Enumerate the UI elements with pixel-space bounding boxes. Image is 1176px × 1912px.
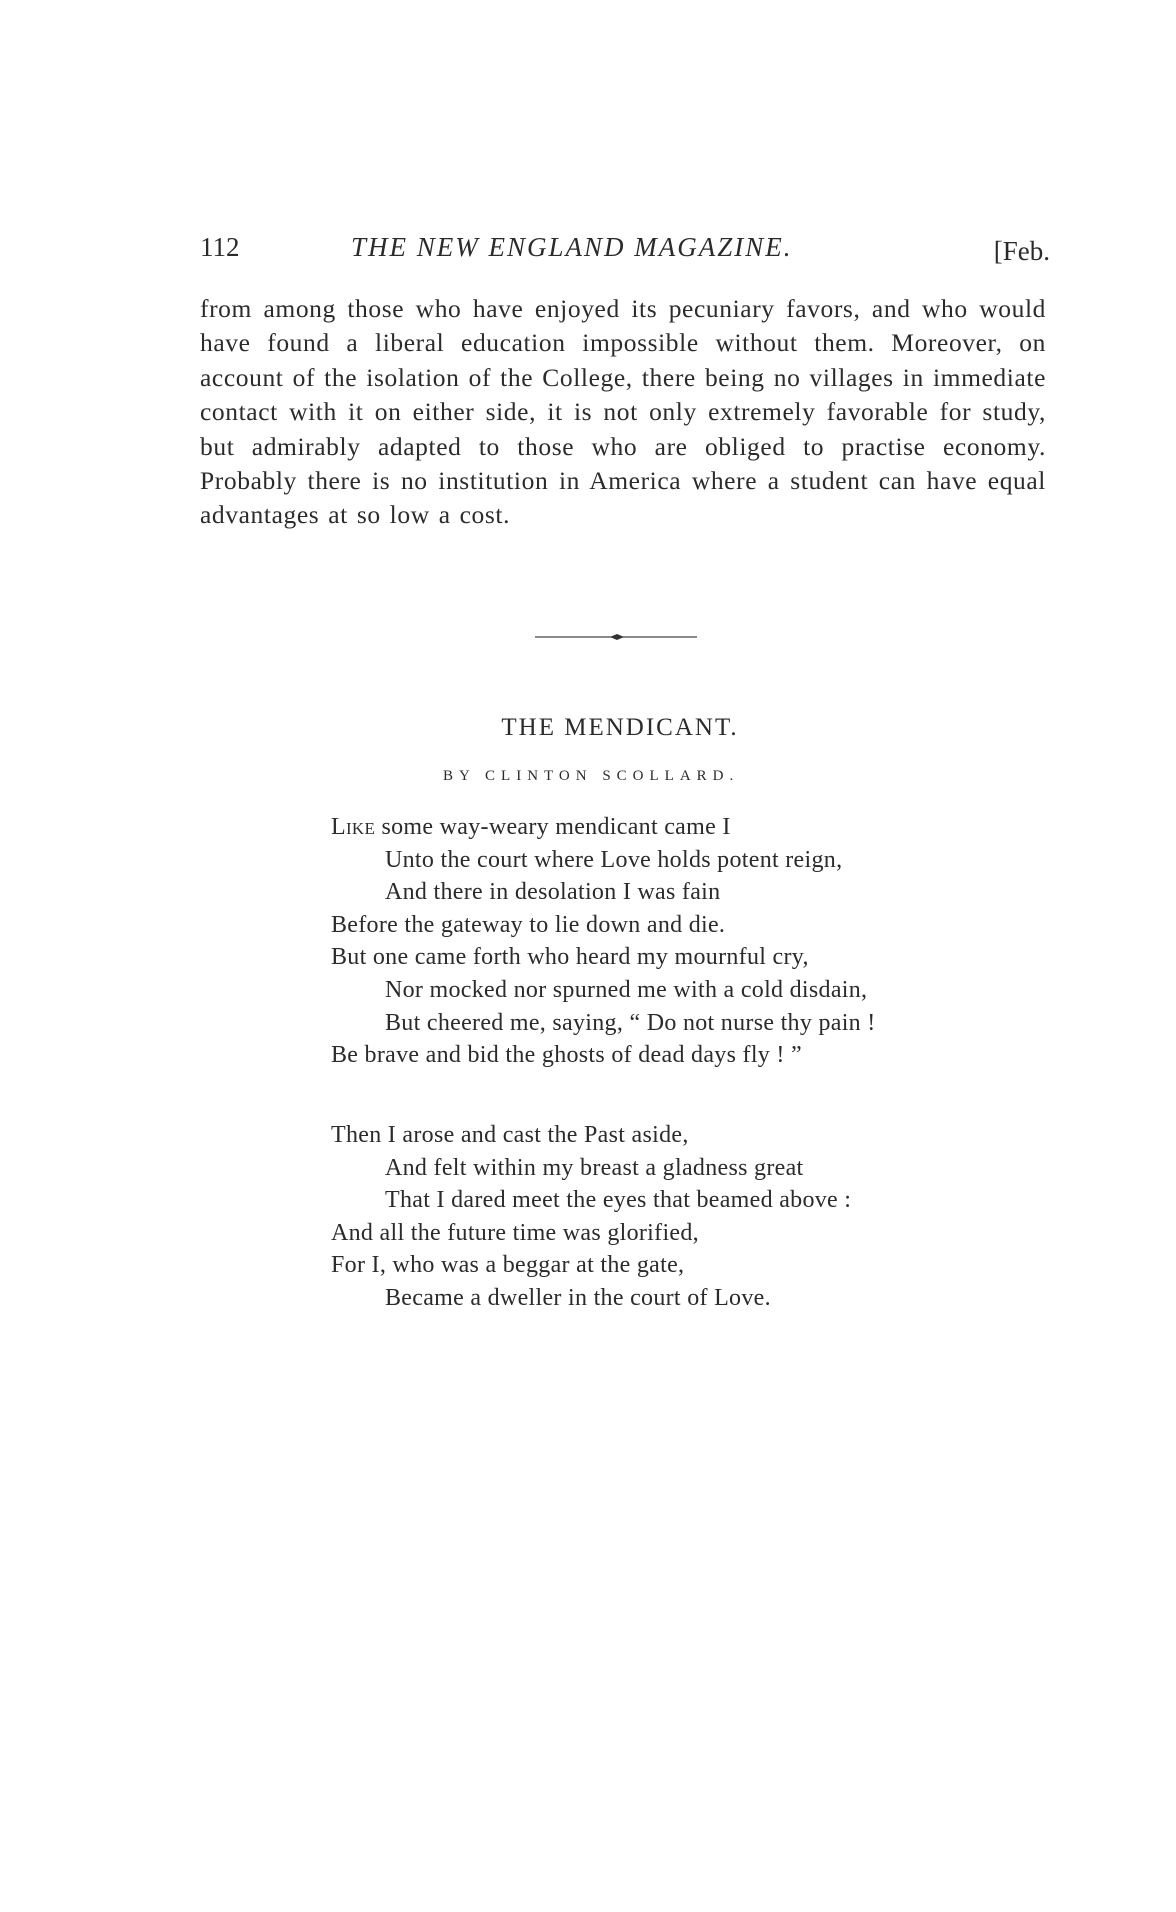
poem-line: And felt within my breast a gladness great (385, 1154, 804, 1181)
poem-line: That I dared meet the eyes that beamed above : (385, 1187, 852, 1214)
poem-byline: BY CLINTON SCOLLARD. (443, 768, 740, 784)
body-paragraph: from among those who have enjoyed its pecuniary favors, and who would have found a liberal education impossible without them. Moreover, on account of the isolation of the College, there being no villages in immediate contact with it on either side, it is not only extremely favorable for study, but admirably adapted to those who are obliged to practise economy. Probably there is no institution in America where a student can have equal advantages at so low a cost. (200, 294, 1046, 530)
running-title: THE NEW ENGLAND MAGAZINE. (351, 232, 793, 262)
poem-line: And there in desolation I was fain (385, 879, 721, 906)
poem-line: Nor mocked nor spurned me with a cold disdain, (385, 976, 868, 1003)
poem-initial-word: Like (331, 814, 376, 840)
poem-stanza-1 (331, 811, 1031, 1072)
poem-line: Then I arose and cast the Past aside, (331, 1122, 689, 1148)
poem-line: Unto the court where Love holds potent reign, (385, 846, 843, 873)
poem-line: But one came forth who heard my mournful cry, (331, 944, 809, 971)
poem-line: And all the future time was glorified, (331, 1219, 699, 1246)
page-header (200, 232, 1050, 266)
poem-stanza-2 (331, 1119, 1031, 1315)
poem-line: But cheered me, saying, “ Do not nurse thy pain ! (385, 1009, 876, 1036)
section-divider-ornament (535, 632, 697, 642)
page-number: 112 (200, 232, 240, 262)
poem-line: Be brave and bid the ghosts of dead days fly ! ” (331, 1042, 802, 1069)
poem-line (331, 811, 1031, 844)
poem-line: Became a dweller in the court of Love. (385, 1284, 771, 1311)
poem-line: For I, who was a beggar at the gate, (331, 1252, 685, 1279)
poem-title: THE MENDICANT. (501, 714, 739, 741)
issue-month: [Feb. (993, 236, 1050, 266)
poem-line: Before the gateway to lie down and die. (331, 911, 726, 938)
poem-line-text: some way-weary mendicant came I (375, 814, 731, 840)
